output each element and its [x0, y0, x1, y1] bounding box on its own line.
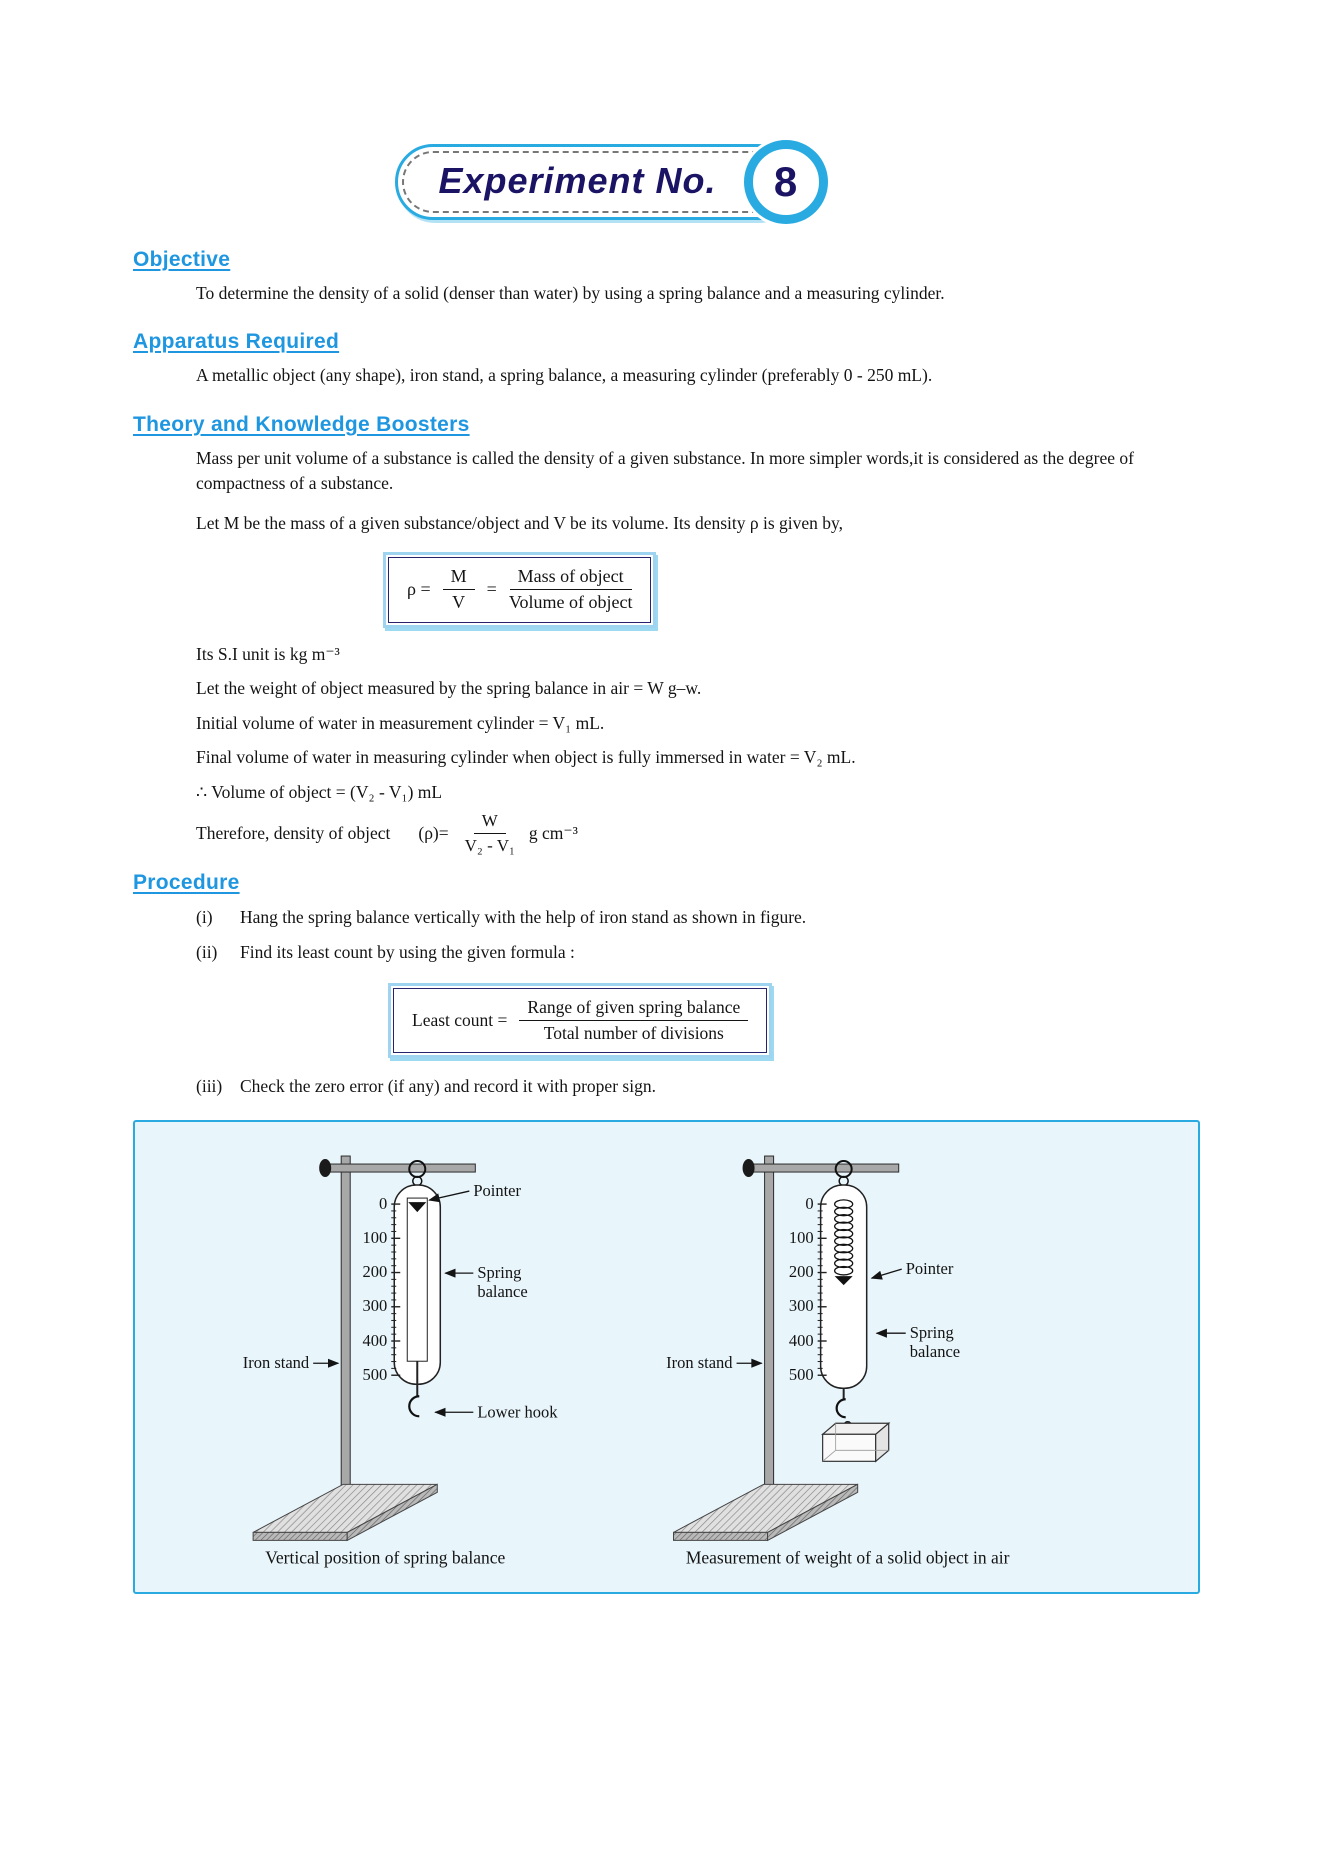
- lower-hook-label: Lower hook: [477, 1402, 558, 1422]
- pointer-arrow: [872, 1269, 902, 1278]
- least-count-fraction: [519, 997, 748, 1044]
- procedure-item-3: [196, 1074, 1200, 1099]
- scale-label: 200: [362, 1261, 388, 1281]
- theory-heading: Theory and Knowledge Boosters: [133, 412, 470, 436]
- figure-caption-right: Measurement of weight of a solid object in air: [685, 1547, 1010, 1568]
- density-lhs: (ρ)=: [418, 823, 449, 844]
- fraction-denominator: Total number of divisions: [543, 1023, 724, 1044]
- density-of-object-line: [196, 811, 1200, 857]
- fraction-denominator: Volume of object: [508, 592, 633, 613]
- clamp-rod: [752, 1164, 899, 1172]
- spring-balance-label: Spring: [477, 1262, 522, 1282]
- fraction-numerator: Mass of object: [510, 566, 632, 591]
- theory-para-2: Let M be the mass of a given substance/object and V be its volume. Its density ρ is given by,: [196, 512, 844, 533]
- experiment-number: 8: [773, 158, 798, 205]
- density-formula-box: [383, 552, 656, 628]
- scale-label: 0: [805, 1193, 814, 1213]
- scale-label: 200: [788, 1261, 814, 1281]
- apparatus-text: A metallic object (any shape), iron stand, a spring balance, a measuring cylinder (preferably 0 - 250 mL).: [196, 365, 933, 386]
- spring-balance-label: Spring: [909, 1323, 954, 1343]
- procedure-item-1: [196, 905, 1200, 930]
- density-unit: g cm⁻³: [528, 823, 578, 844]
- volume-of-object-line: ∴ Volume of object = (V₂ - V₁) mL: [196, 781, 443, 802]
- procedure-item-2: [196, 940, 1200, 965]
- spring-balance-label: balance: [477, 1282, 528, 1302]
- base-plate-front-edge: [674, 1532, 768, 1540]
- initial-volume-line: Initial volume of water in measurement cylinder = V₁ mL.: [196, 712, 605, 733]
- apparatus-heading: Apparatus Required: [133, 330, 340, 354]
- theory-para-1: Mass per unit volume of a substance is called the density of a given substance. In more simpler words,it is considered as the degree of compactness of a substance.: [196, 447, 1134, 494]
- experiment-title-dashed-frame: [402, 151, 788, 213]
- final-volume-line: Final volume of water in measuring cylinder when object is fully immersed in water = V₂ mL.: [196, 747, 856, 768]
- experiment-title-pill: [395, 144, 798, 220]
- item-text: Find its least count by using the given formula :: [240, 942, 575, 963]
- scale-label: 400: [362, 1331, 388, 1351]
- base-plate-top: [253, 1484, 437, 1532]
- formula-fraction-mv: [443, 566, 475, 614]
- item-number: (iii): [196, 1076, 223, 1097]
- clamp-screw: [743, 1159, 755, 1177]
- least-count-box: [388, 983, 772, 1058]
- clamp-rod: [328, 1164, 475, 1172]
- apparatus-diagram: [135, 1122, 1198, 1592]
- fraction-numerator: W: [474, 811, 506, 834]
- fraction-denominator: V: [452, 592, 466, 613]
- lower-hook: [409, 1396, 419, 1416]
- fraction-numerator: M: [443, 566, 475, 591]
- objective-text: To determine the density of a solid (denser than water) by using a spring balance and a measuring cylinder.: [196, 283, 945, 303]
- density-formula: [388, 557, 651, 623]
- scale-label: 400: [788, 1331, 814, 1351]
- iron-stand-label: Iron stand: [242, 1353, 310, 1373]
- diagram-vertical-spring-balance: [243, 1156, 559, 1567]
- density-formula-box-wrap: [383, 552, 1200, 628]
- experiment-title: Experiment No.: [438, 160, 717, 201]
- lower-hook: [837, 1399, 846, 1417]
- base-plate-top: [674, 1484, 858, 1532]
- least-count-box-wrap: [388, 983, 1200, 1058]
- iron-stand-pole: [765, 1156, 774, 1510]
- scale-label: 0: [378, 1193, 388, 1213]
- least-count-lhs: Least count =: [412, 1010, 508, 1031]
- pointer-label: Pointer: [473, 1180, 521, 1200]
- document-page: [0, 140, 1332, 1594]
- density-prefix: Therefore, density of object: [196, 823, 391, 844]
- formula-equals: =: [486, 579, 497, 600]
- fraction-numerator: Range of given spring balance: [519, 997, 748, 1021]
- diagram-weight-in-air: [666, 1156, 1010, 1567]
- si-unit-line: Its S.I unit is kg m⁻³: [196, 644, 340, 665]
- scale-label: 500: [788, 1365, 814, 1385]
- density-fraction: [465, 811, 515, 857]
- pointer-label: Pointer: [905, 1258, 954, 1278]
- figure-panel: [133, 1120, 1200, 1594]
- weight-line: Let the weight of object measured by the spring balance in air = W g–w.: [196, 678, 702, 699]
- item-text: Check the zero error (if any) and record it with proper sign.: [240, 1076, 656, 1097]
- item-number: (i): [196, 906, 213, 927]
- item-text: Hang the spring balance vertically with the help of iron stand as shown in figure.: [240, 906, 807, 927]
- scale-label: 300: [362, 1296, 388, 1316]
- scale-label: 300: [788, 1296, 814, 1316]
- experiment-number-circle: [744, 140, 828, 224]
- item-number: (ii): [196, 942, 218, 963]
- experiment-badge: [78, 140, 1145, 224]
- balance-inner-tube: [407, 1198, 427, 1361]
- clamp-screw: [319, 1159, 331, 1177]
- object-block: [823, 1423, 889, 1461]
- least-count-formula: [393, 988, 767, 1053]
- formula-fraction-mass-volume: [509, 566, 633, 614]
- scale-label: 500: [362, 1365, 388, 1385]
- iron-stand-pole: [341, 1156, 350, 1510]
- formula-lhs: ρ =: [407, 579, 431, 600]
- figure-caption-left: Vertical position of spring balance: [265, 1547, 506, 1568]
- fraction-denominator: V₂ - V₁: [464, 836, 515, 856]
- iron-stand-label: Iron stand: [666, 1353, 733, 1373]
- scale-label: 100: [788, 1227, 814, 1247]
- procedure-heading: Procedure: [133, 870, 240, 894]
- objective-heading: Objective: [133, 248, 231, 271]
- base-plate-front-edge: [253, 1532, 347, 1540]
- spring-balance-label: balance: [909, 1342, 961, 1362]
- scale-label: 100: [362, 1227, 388, 1247]
